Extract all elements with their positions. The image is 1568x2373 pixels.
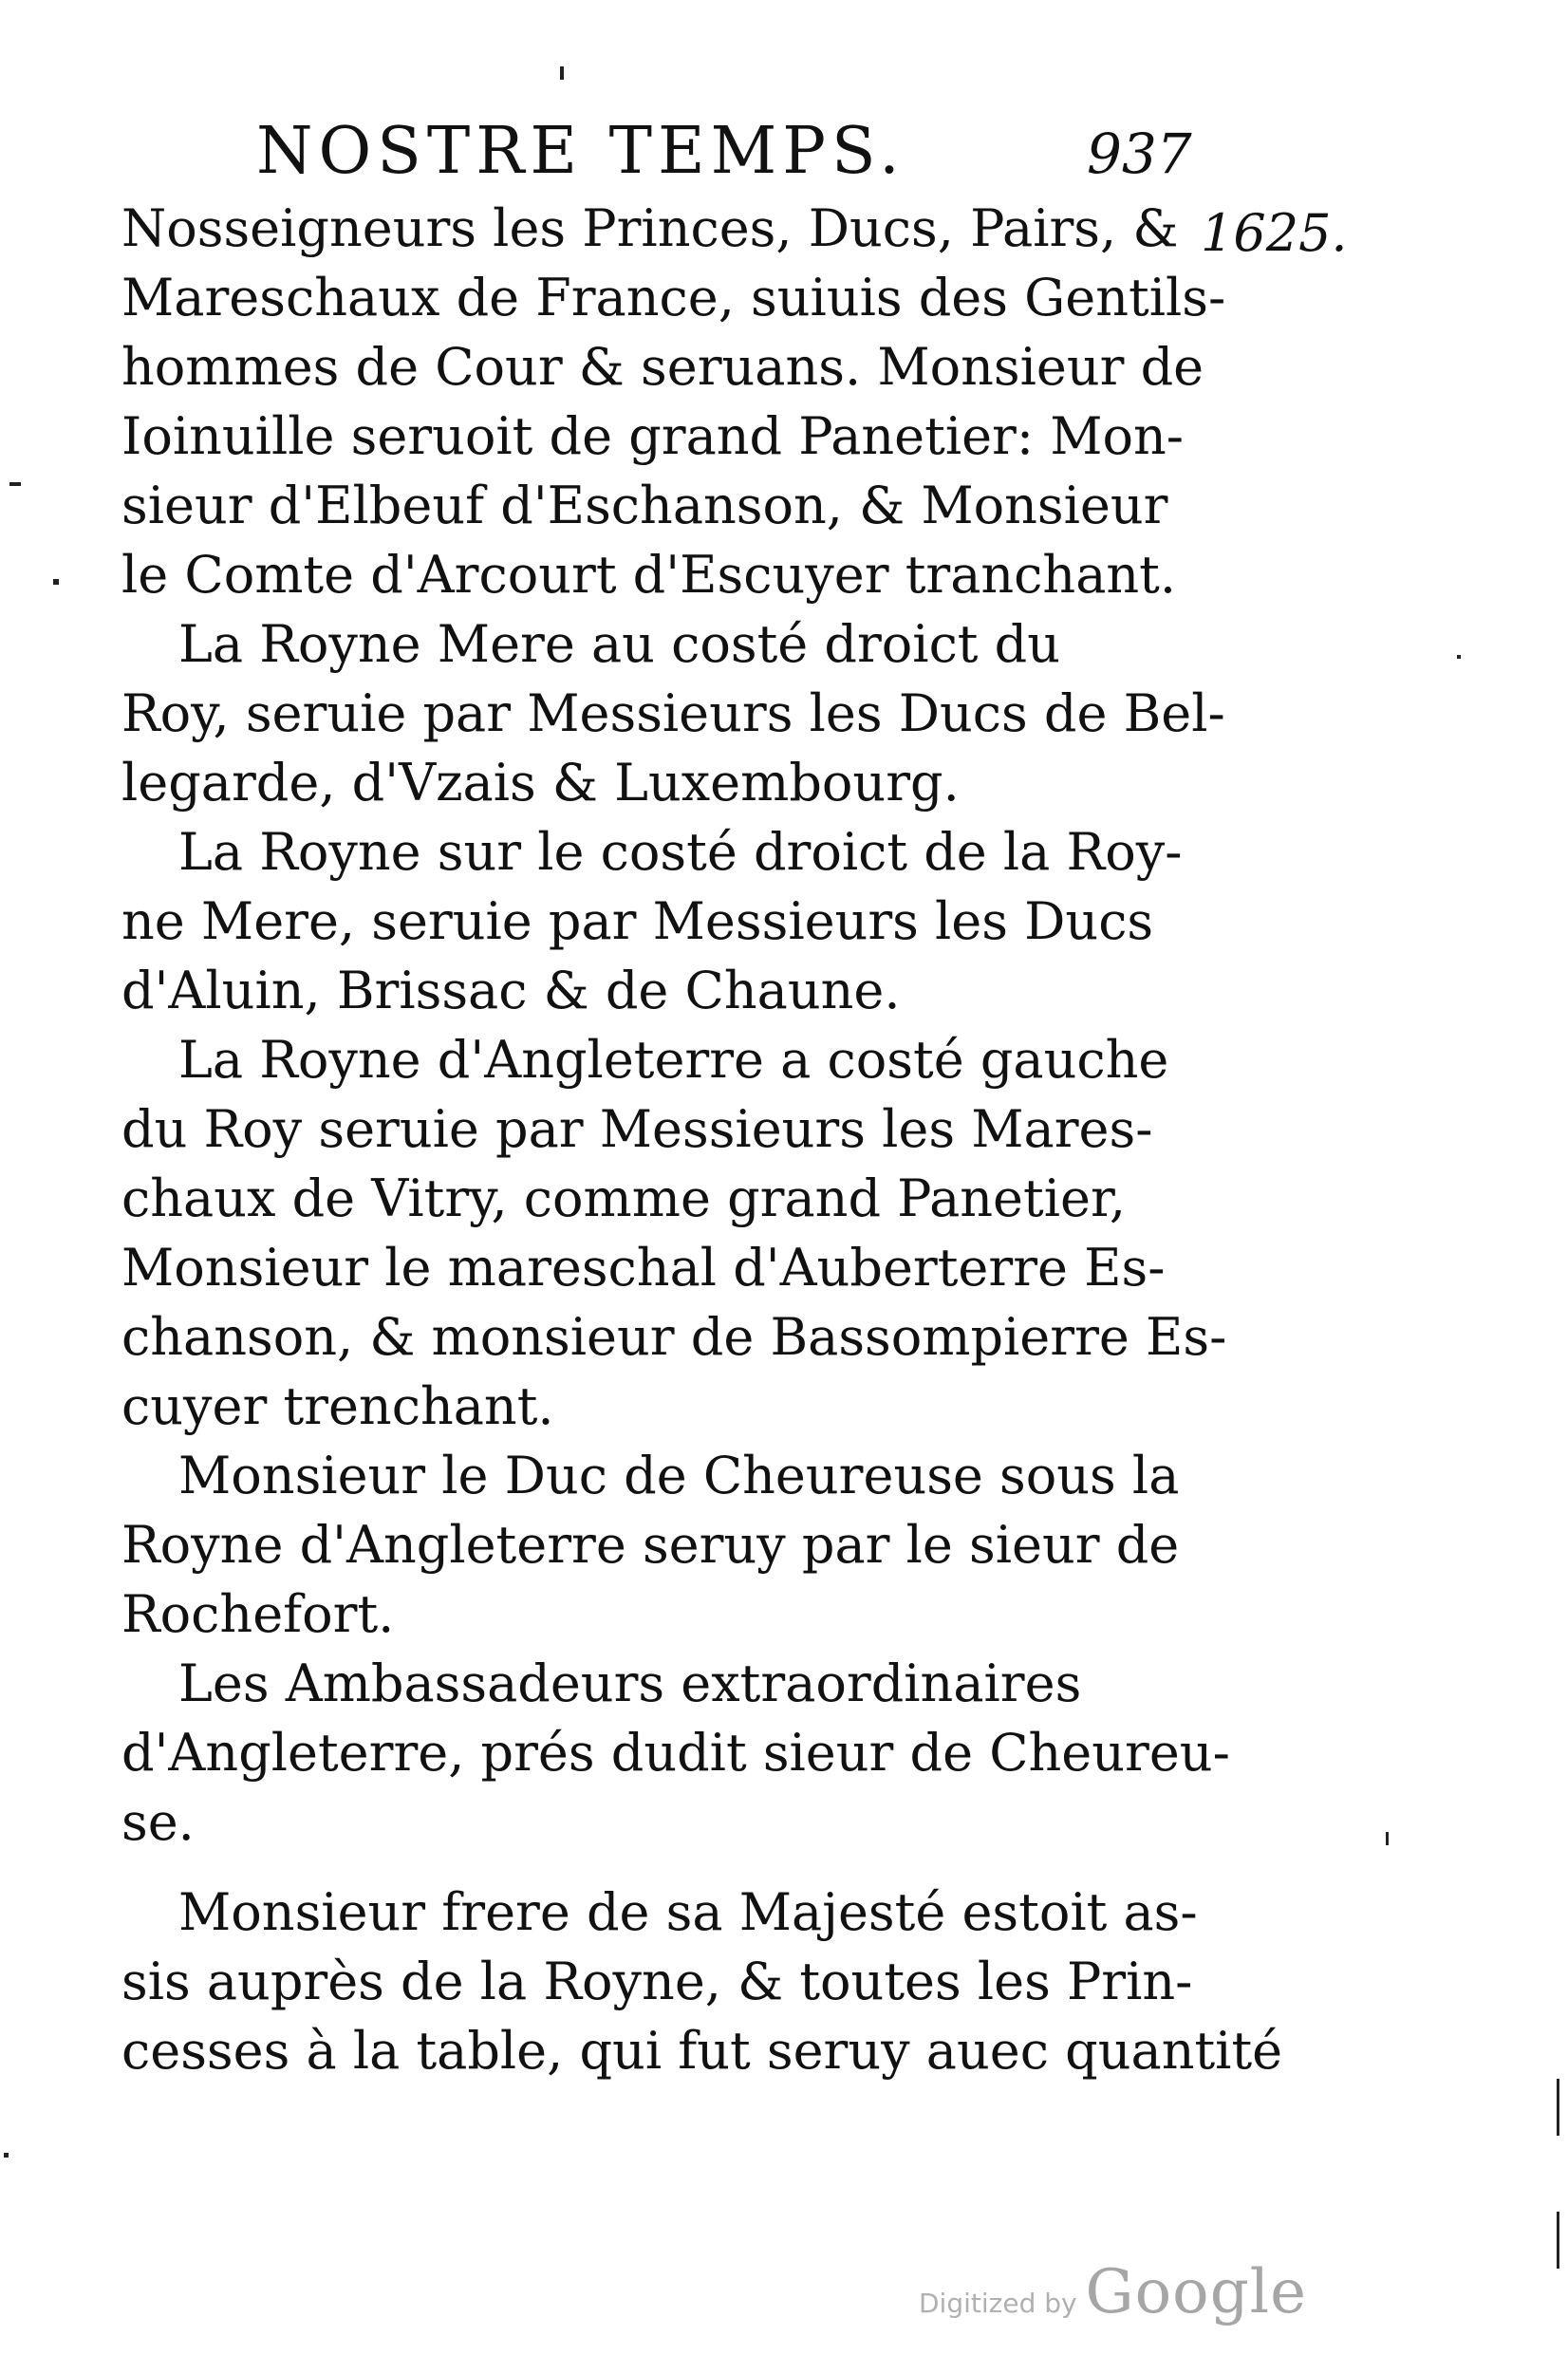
text-line: d'Angleterre, prés dudit sieur de Cheureu- — [121, 1723, 1230, 1783]
text-line: Roy, seruie par Messieurs les Ducs de Bel- — [121, 683, 1225, 743]
text-line: Ioinuille seruoit de grand Panetier: Mon- — [121, 406, 1185, 466]
text-line: Royne d'Angleterre seruy par le sieur de — [121, 1515, 1180, 1575]
text-line: sieur d'Elbeuf d'Eschanson, & Monsieur — [121, 476, 1168, 535]
text-line: cesses à la table, qui fut seruy auec quantité — [121, 2021, 1283, 2081]
paragraph-start-line: Les Ambassadeurs extraordinaires — [178, 1654, 1082, 1713]
text-line: d'Aluin, Brissac & de Chaune. — [121, 961, 901, 1020]
scan-edge-line — [1557, 2212, 1559, 2269]
text-line: chaux de Vitry, comme grand Panetier, — [121, 1168, 1126, 1228]
paragraph-start-line: La Royne Mere au costé droict du — [178, 614, 1061, 674]
running-title: NOSTRE TEMPS. — [256, 114, 905, 189]
scan-speck — [53, 579, 59, 585]
text-line: cuyer trenchant. — [121, 1376, 554, 1436]
text-line: du Roy seruie par Messieurs les Mares- — [121, 1099, 1153, 1159]
paragraph-start-line: Monsieur frere de sa Majesté estoit as- — [178, 1882, 1198, 1942]
paragraph-start-line: Monsieur le Duc de Cheureuse sous la — [178, 1446, 1180, 1505]
scan-speck — [4, 2153, 9, 2158]
text-line: chanson, & monsieur de Bassompierre Es- — [121, 1307, 1227, 1367]
text-line: Rochefort. — [121, 1584, 395, 1644]
scan-speck — [1457, 655, 1461, 659]
scan-speck — [1386, 1832, 1389, 1845]
text-line: hommes de Cour & seruans. Monsieur de — [121, 337, 1204, 397]
text-line: Monsieur le mareschal d'Auberterre Es- — [121, 1238, 1166, 1298]
text-line: se. — [121, 1792, 195, 1852]
digitized-label: Digitized by — [919, 2288, 1077, 2319]
paragraph-gap — [121, 1857, 1204, 1878]
scan-edge-line — [1557, 2079, 1559, 2136]
paragraph-start-line: La Royne d'Angleterre a costé gauche — [178, 1030, 1169, 1090]
page-number: 937 — [1087, 121, 1192, 186]
text-line: legarde, d'Vzais & Luxembourg. — [121, 753, 960, 813]
text-line: ne Mere, seruie par Messieurs les Ducs — [121, 891, 1154, 951]
text-line: sis auprès de la Royne, & toutes les Prin- — [121, 1952, 1193, 2011]
text-line: Mareschaux de France, suiuis des Gentils- — [121, 268, 1226, 327]
scan-speck — [560, 66, 564, 80]
digitized-by-watermark — [919, 2257, 1307, 2327]
scan-speck — [9, 482, 21, 486]
text-line: Nosseigneurs les Princes, Ducs, Pairs, & — [121, 198, 1179, 258]
margin-year: 1625. — [1201, 203, 1348, 263]
text-line: le Comte d'Arcourt d'Escuyer tranchant. — [121, 545, 1177, 605]
paragraph-start-line: La Royne sur le costé droict de la Roy- — [178, 822, 1183, 882]
google-logo: Google — [1085, 2257, 1307, 2327]
